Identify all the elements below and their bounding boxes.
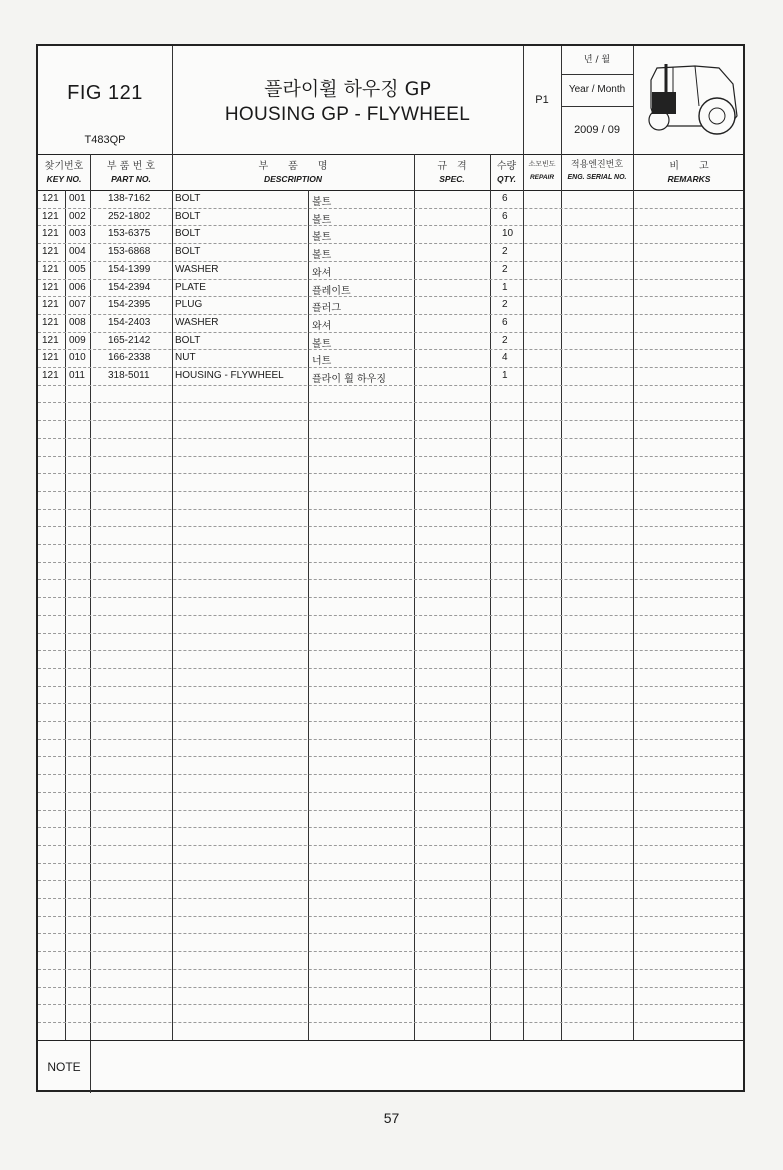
cell-key: 004 <box>69 246 86 258</box>
row-divider <box>38 526 743 527</box>
model-code: T483QP <box>84 134 126 146</box>
col-remarks: 비 고 REMARKS <box>667 161 711 184</box>
sheet-title <box>172 46 523 154</box>
row-divider <box>38 916 743 917</box>
title-korean: 플라이휠 하우징 GP <box>264 78 431 100</box>
cell-desc-ko: 플레이트 <box>312 285 351 297</box>
fig-box <box>38 46 172 154</box>
cell-key: 002 <box>69 210 86 222</box>
row-divider <box>38 756 743 757</box>
cell-qty: 6 <box>502 193 508 204</box>
cell-fig: 121 <box>42 263 59 275</box>
row-divider <box>38 951 743 952</box>
cell-part: 318-5011 <box>108 370 150 381</box>
cell-desc-ko: 볼트 <box>312 197 332 208</box>
row-divider <box>38 579 743 580</box>
row-divider <box>38 402 743 403</box>
table-row <box>38 190 743 208</box>
note-label: NOTE <box>38 1041 91 1093</box>
col-serial: 적용엔진번호 ENG. SERIAL NO. <box>567 160 627 181</box>
cell-key: 003 <box>69 228 86 240</box>
cell-key: 009 <box>69 334 86 346</box>
cell-part: 154-2394 <box>108 281 151 293</box>
cell-desc-ko: 너트 <box>312 356 332 368</box>
cell-key: 007 <box>69 299 86 311</box>
col-qty: 수량 QTY. <box>496 161 517 184</box>
page-code: P1 <box>535 94 549 106</box>
row-divider <box>38 650 743 651</box>
year-month-box <box>561 46 633 154</box>
cell-fig: 121 <box>42 352 59 364</box>
row-divider <box>38 491 743 492</box>
cell-fig: 121 <box>42 299 59 311</box>
parts-table-body <box>38 190 743 1040</box>
row-divider <box>38 739 743 740</box>
cell-qty: 6 <box>502 316 508 328</box>
cell-desc-ko: 와셔 <box>312 267 332 279</box>
row-divider <box>38 456 743 457</box>
row-divider <box>38 845 743 846</box>
row-divider <box>38 987 743 988</box>
col-repair: 소모빈도 REPAIR <box>528 160 556 181</box>
cell-desc-en: BOLT <box>175 210 201 222</box>
row-divider <box>38 810 743 811</box>
cell-part: 154-1399 <box>108 263 151 275</box>
cell-desc-en: BOLT <box>175 246 201 258</box>
table-row <box>38 225 743 243</box>
year-month-value: 2009 / 09 <box>574 124 620 136</box>
cell-fig: 121 <box>42 334 59 346</box>
cell-part: 252-1802 <box>108 210 151 222</box>
note-section <box>38 1040 743 1093</box>
row-divider <box>38 509 743 510</box>
cell-desc-en: BOLT <box>175 228 201 240</box>
row-divider <box>38 668 743 669</box>
row-divider <box>38 473 743 474</box>
sheet-header <box>38 46 743 155</box>
table-row <box>38 332 743 350</box>
col-key: 찾기번호 KEY NO. <box>44 161 84 184</box>
cell-desc-ko: 볼트 <box>312 214 332 226</box>
cell-desc-en: PLUG <box>175 299 203 311</box>
cell-part: 153-6375 <box>108 228 151 240</box>
cell-qty: 1 <box>502 281 508 293</box>
table-row <box>38 367 743 385</box>
col-description: 부 품 명 DESCRIPTION <box>258 161 328 184</box>
title-english: HOUSING GP - FLYWHEEL <box>224 104 471 125</box>
cell-part: 154-2395 <box>108 299 151 311</box>
cell-part: 166-2338 <box>108 352 151 364</box>
row-divider <box>38 827 743 828</box>
cell-part: 138-7162 <box>108 193 151 204</box>
fig-number: FIG 121 <box>67 82 143 104</box>
table-row <box>38 243 743 261</box>
cell-qty: 2 <box>502 299 508 311</box>
year-month-label: Year / Month <box>561 74 633 107</box>
row-divider <box>38 1004 743 1005</box>
cell-fig: 121 <box>42 370 59 381</box>
cell-part: 165-2142 <box>108 334 151 346</box>
row-divider <box>38 933 743 934</box>
cell-desc-ko: 플러그 <box>312 303 341 315</box>
cell-desc-ko: 와셔 <box>312 320 332 332</box>
cell-part: 154-2403 <box>108 316 151 328</box>
row-divider <box>38 633 743 634</box>
page-number: 57 <box>383 1110 400 1126</box>
row-divider <box>38 792 743 793</box>
table-row <box>38 314 743 332</box>
cell-desc-en: HOUSING - FLYWHEEL <box>175 370 284 381</box>
cell-key: 001 <box>69 193 86 204</box>
row-divider <box>38 544 743 545</box>
row-divider <box>38 969 743 970</box>
table-row <box>38 296 743 314</box>
row-divider <box>38 898 743 899</box>
cell-qty: 4 <box>502 352 508 364</box>
cell-qty: 2 <box>502 246 508 258</box>
cell-desc-ko: 볼트 <box>312 232 332 244</box>
cell-desc-ko: 볼트 <box>312 338 332 350</box>
row-divider <box>38 438 743 439</box>
row-divider <box>38 615 743 616</box>
row-divider <box>38 597 743 598</box>
row-divider <box>38 863 743 864</box>
cell-key: 008 <box>69 316 86 328</box>
cell-desc-en: PLATE <box>175 281 206 293</box>
table-row <box>38 279 743 297</box>
row-divider <box>38 721 743 722</box>
cell-fig: 121 <box>42 316 59 328</box>
row-divider <box>38 562 743 563</box>
col-spec: 규 격 SPEC. <box>437 161 467 184</box>
cell-fig: 121 <box>42 246 59 258</box>
cell-qty: 2 <box>502 334 508 346</box>
row-divider <box>38 774 743 775</box>
cell-qty: 2 <box>502 263 508 275</box>
cell-qty: 1 <box>502 370 508 381</box>
table-row <box>38 208 743 226</box>
cell-key: 010 <box>69 352 86 364</box>
row-divider <box>38 385 743 386</box>
cell-fig: 121 <box>42 210 59 222</box>
cell-desc-en: BOLT <box>175 193 201 204</box>
tractor-icon <box>633 46 745 154</box>
year-month-korean: 년 / 월 <box>561 46 633 75</box>
cell-fig: 121 <box>42 193 59 204</box>
row-divider <box>38 1022 743 1023</box>
row-divider <box>38 880 743 881</box>
table-row <box>38 349 743 367</box>
cell-key: 005 <box>69 263 86 275</box>
row-divider <box>38 686 743 687</box>
cell-desc-en: BOLT <box>175 334 201 346</box>
cell-desc-en: NUT <box>175 352 196 364</box>
parts-sheet <box>36 44 745 1092</box>
cell-key: 011 <box>69 370 85 381</box>
table-row <box>38 261 743 279</box>
col-part: 부 품 번 호 PART NO. <box>106 161 156 184</box>
cell-qty: 6 <box>502 210 508 222</box>
cell-desc-en: WASHER <box>175 263 219 275</box>
cell-fig: 121 <box>42 228 59 240</box>
cell-fig: 121 <box>42 281 59 293</box>
cell-desc-ko: 볼트 <box>312 250 332 262</box>
row-divider <box>38 703 743 704</box>
cell-key: 006 <box>69 281 86 293</box>
cell-desc-en: WASHER <box>175 316 219 328</box>
cell-desc-ko: 플라이 휠 하우징 <box>312 374 386 385</box>
row-divider <box>38 420 743 421</box>
column-header <box>38 154 743 191</box>
cell-qty: 10 <box>502 228 514 240</box>
cell-part: 153-6868 <box>108 246 151 258</box>
